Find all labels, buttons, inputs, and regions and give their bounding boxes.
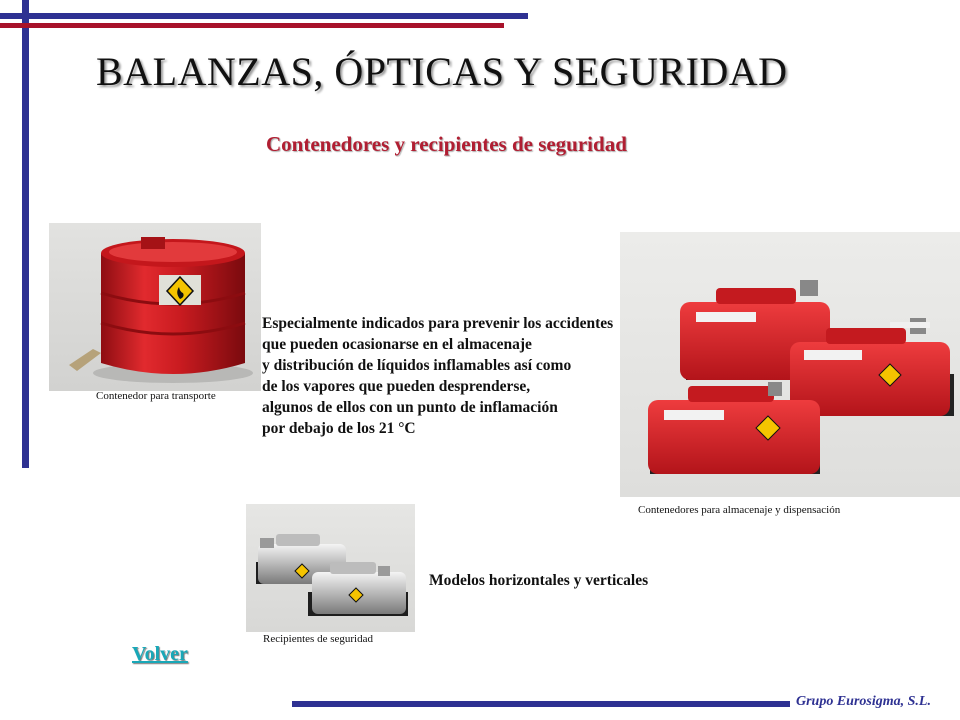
- storage-containers-caption: Contenedores para almacenaje y dispensación: [638, 504, 841, 516]
- description-text: [262, 313, 613, 439]
- page-subtitle: Contenedores y recipientes de seguridad: [266, 132, 627, 156]
- description-line: algunos de ellos con un punto de inflamación: [262, 399, 558, 416]
- back-link[interactable]: Volver: [132, 643, 188, 665]
- top-accent-bar-blue: [0, 13, 528, 19]
- description-line: por debajo de los 21 °C: [262, 420, 416, 437]
- safety-cans-image: [246, 504, 415, 632]
- storage-containers-image: [620, 232, 960, 497]
- safety-cans-caption: Recipientes de seguridad: [263, 633, 373, 645]
- description-line: y distribución de líquidos inflamables así como: [262, 357, 572, 374]
- top-accent-bar-red: [0, 23, 504, 28]
- description-line: que pueden ocasionarse en el almacenaje: [262, 336, 532, 353]
- description-line: Especialmente indicados para prevenir los accidentes: [262, 315, 614, 332]
- transport-container-caption: Contenedor para transporte: [96, 390, 216, 402]
- jerry-cans-illustration: [620, 232, 960, 497]
- footer-company: Grupo Eurosigma, S.L.: [796, 694, 931, 709]
- transport-container-image: [49, 223, 261, 391]
- steel-cans-illustration: [246, 504, 415, 632]
- models-text: Modelos horizontales y verticales: [429, 572, 649, 589]
- bottom-accent-bar: [292, 701, 790, 707]
- vertical-accent-bar: [22, 0, 29, 468]
- transport-drum-illustration: [49, 223, 261, 391]
- description-line: de los vapores que pueden desprenderse,: [262, 378, 531, 395]
- page-title: BALANZAS, ÓPTICAS Y SEGURIDAD: [96, 49, 788, 94]
